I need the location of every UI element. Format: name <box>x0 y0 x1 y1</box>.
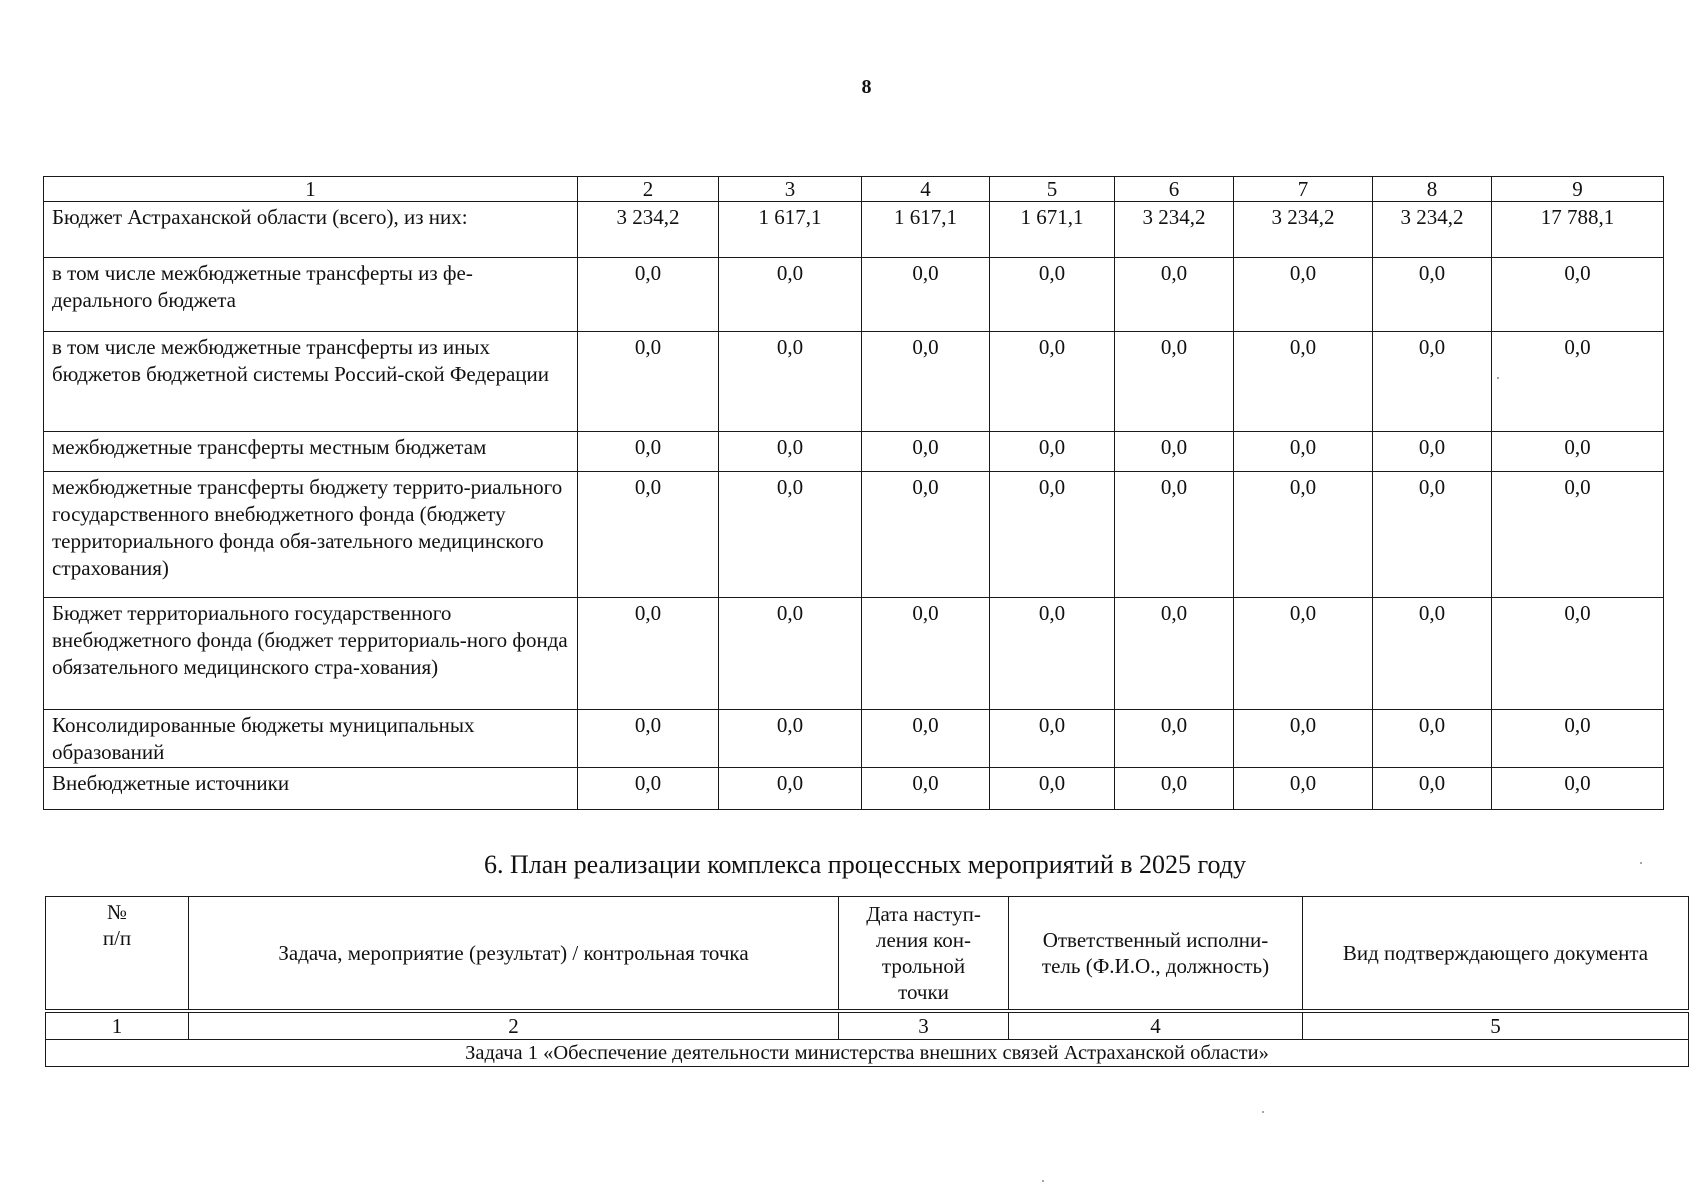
funding-value-cell: 0,0 <box>1115 472 1234 598</box>
funding-header-row <box>44 177 1664 202</box>
scan-speck <box>1262 1111 1264 1113</box>
task-title: Задача 1 «Обеспечение деятельности министерства внешних связей Астраханской области» <box>46 1040 1689 1067</box>
funding-value-cell: 0,0 <box>578 768 719 810</box>
funding-value-cell: 0,0 <box>1115 598 1234 710</box>
funding-value-cell: 0,0 <box>578 258 719 332</box>
funding-col-number: 7 <box>1234 177 1373 202</box>
funding-value-cell: 0,0 <box>862 432 990 472</box>
funding-value-cell: 0,0 <box>719 710 862 768</box>
funding-value-cell: 0,0 <box>862 332 990 432</box>
plan-table <box>45 896 1689 1067</box>
funding-value-cell: 0,0 <box>1234 258 1373 332</box>
scan-speck <box>1042 1180 1044 1182</box>
funding-table <box>43 176 1664 810</box>
funding-value-cell: 0,0 <box>862 598 990 710</box>
funding-col-number: 8 <box>1373 177 1492 202</box>
funding-value-cell: 0,0 <box>1234 768 1373 810</box>
plan-col-index: 1 <box>46 1011 189 1040</box>
funding-value-cell: 0,0 <box>1492 598 1664 710</box>
funding-value-cell: 0,0 <box>862 710 990 768</box>
funding-col-number: 3 <box>719 177 862 202</box>
funding-value-cell: 0,0 <box>990 598 1115 710</box>
funding-value-cell: 0,0 <box>1115 768 1234 810</box>
funding-value-cell: 0,0 <box>990 258 1115 332</box>
plan-col-number-header: № п/п <box>46 897 189 1012</box>
funding-value-cell: 0,0 <box>719 472 862 598</box>
funding-value-cell: 1 671,1 <box>990 202 1115 258</box>
scan-speck <box>1497 377 1499 379</box>
page-number: 8 <box>861 76 872 98</box>
funding-row-label: в том числе межбюджетные трансферты из фе-деральнoго бюджета <box>44 258 578 332</box>
funding-value-cell: 0,0 <box>990 768 1115 810</box>
plan-header-row <box>46 897 1689 1012</box>
funding-value-cell: 0,0 <box>1373 710 1492 768</box>
funding-row <box>44 598 1664 710</box>
funding-col-number: 1 <box>44 177 578 202</box>
funding-value-cell: 0,0 <box>719 432 862 472</box>
funding-value-cell: 0,0 <box>578 432 719 472</box>
funding-row <box>44 258 1664 332</box>
funding-value-cell: 0,0 <box>719 768 862 810</box>
funding-value-cell: 0,0 <box>719 332 862 432</box>
funding-row-label: межбюджетные трансферты местным бюджетам <box>44 432 578 472</box>
plan-col-index: 2 <box>189 1011 839 1040</box>
funding-row-label: в том числе межбюджетные трансферты из иных бюджетов бюджетной системы Россий-ской Федерации <box>44 332 578 432</box>
funding-row <box>44 202 1664 258</box>
funding-value-cell: 0,0 <box>1373 432 1492 472</box>
funding-col-number: 5 <box>990 177 1115 202</box>
funding-value-cell: 0,0 <box>862 472 990 598</box>
plan-col-index: 5 <box>1303 1011 1689 1040</box>
funding-value-cell: 0,0 <box>1234 710 1373 768</box>
funding-value-cell: 0,0 <box>1234 332 1373 432</box>
funding-value-cell: 0,0 <box>1492 472 1664 598</box>
funding-row-label: межбюджетные трансферты бюджету террито-риального государственного внебюджетного фонда (бюджету территориального фонда обя-зательного медицинского страхования) <box>44 472 578 598</box>
funding-value-cell: 0,0 <box>1115 432 1234 472</box>
plan-col-index: 3 <box>839 1011 1009 1040</box>
funding-row-label: Консолидированные бюджеты муниципальных образований <box>44 710 578 768</box>
funding-value-cell: 0,0 <box>1373 598 1492 710</box>
funding-row-label: Бюджет Астраханской области (всего), из них: <box>44 202 578 258</box>
funding-value-cell: 0,0 <box>990 432 1115 472</box>
funding-value-cell: 0,0 <box>1234 432 1373 472</box>
funding-value-cell: 0,0 <box>1492 332 1664 432</box>
funding-value-cell: 0,0 <box>1115 258 1234 332</box>
funding-value-cell: 0,0 <box>578 332 719 432</box>
funding-col-number: 9 <box>1492 177 1664 202</box>
plan-task-row <box>46 1040 1689 1067</box>
funding-value-cell: 0,0 <box>1115 710 1234 768</box>
plan-column-numbers-row <box>46 1011 1689 1040</box>
funding-col-number: 6 <box>1115 177 1234 202</box>
funding-row <box>44 768 1664 810</box>
scan-speck <box>1640 862 1642 864</box>
funding-value-cell: 0,0 <box>990 710 1115 768</box>
funding-value-cell: 0,0 <box>1492 258 1664 332</box>
funding-value-cell: 0,0 <box>990 472 1115 598</box>
plan-col-executor-header: Ответственный исполни- тель (Ф.И.О., должность) <box>1009 897 1303 1012</box>
funding-col-number: 4 <box>862 177 990 202</box>
funding-value-cell: 0,0 <box>1492 710 1664 768</box>
funding-col-number: 2 <box>578 177 719 202</box>
funding-value-cell: 0,0 <box>1373 472 1492 598</box>
funding-row <box>44 710 1664 768</box>
plan-col-index: 4 <box>1009 1011 1303 1040</box>
funding-value-cell: 0,0 <box>1234 598 1373 710</box>
funding-value-cell: 0,0 <box>990 332 1115 432</box>
funding-value-cell: 3 234,2 <box>578 202 719 258</box>
funding-value-cell: 3 234,2 <box>1115 202 1234 258</box>
funding-value-cell: 0,0 <box>1373 768 1492 810</box>
funding-value-cell: 3 234,2 <box>1373 202 1492 258</box>
funding-row-label: Внебюджетные источники <box>44 768 578 810</box>
funding-value-cell: 0,0 <box>1492 432 1664 472</box>
funding-value-cell: 1 617,1 <box>719 202 862 258</box>
plan-col-task-header: Задача, мероприятие (результат) / контрольная точка <box>189 897 839 1012</box>
funding-value-cell: 0,0 <box>1492 768 1664 810</box>
funding-value-cell: 0,0 <box>1373 258 1492 332</box>
section-title: 6. План реализации комплекса процессных мероприятий в 2025 году <box>483 850 1247 879</box>
funding-value-cell: 0,0 <box>719 598 862 710</box>
funding-value-cell: 17 788,1 <box>1492 202 1664 258</box>
funding-value-cell: 0,0 <box>862 258 990 332</box>
funding-value-cell: 0,0 <box>1115 332 1234 432</box>
funding-value-cell: 0,0 <box>862 768 990 810</box>
plan-col-document-header: Вид подтверждающего документа <box>1303 897 1689 1012</box>
funding-row <box>44 432 1664 472</box>
funding-value-cell: 3 234,2 <box>1234 202 1373 258</box>
plan-col-date-header: Дата наступ- ления кон- трольной точки <box>839 897 1009 1012</box>
funding-value-cell: 0,0 <box>719 258 862 332</box>
funding-row-label: Бюджет территориального государственного внебюджетного фонда (бюджет территориаль-ного фонда обязательного медицинского стра-хования) <box>44 598 578 710</box>
funding-value-cell: 0,0 <box>578 710 719 768</box>
funding-value-cell: 0,0 <box>1373 332 1492 432</box>
funding-value-cell: 0,0 <box>578 472 719 598</box>
funding-value-cell: 0,0 <box>1234 472 1373 598</box>
funding-value-cell: 0,0 <box>578 598 719 710</box>
funding-row <box>44 332 1664 432</box>
funding-value-cell: 1 617,1 <box>862 202 990 258</box>
funding-row <box>44 472 1664 598</box>
